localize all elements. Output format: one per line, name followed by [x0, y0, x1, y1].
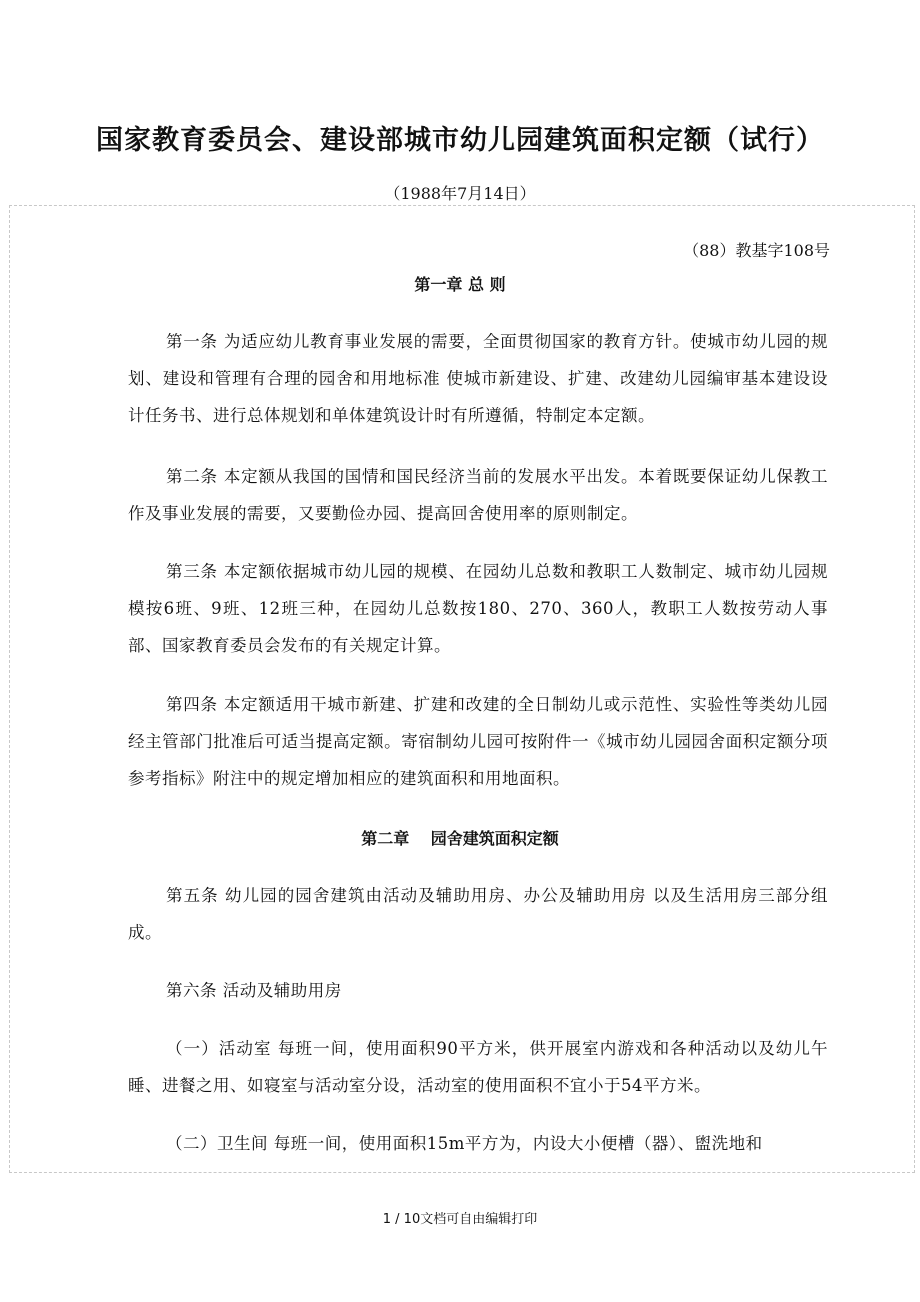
article-3-paragraph: 第三条 本定额依据城市幼儿园的规模、在园幼儿总数和教职工人数制定、城市幼儿园规模按6班、9班、12班三种，在园幼儿总数按180、270、360人，教职工人数按劳动人事部、国家教育委员会发布的有关规定计算。 — [128, 562, 828, 655]
page-footer: 1 / 10文档可自由编辑打印 — [382, 1212, 538, 1227]
article-6-item-1: （一）活动室 每班一间，使用面积90平方米，供开展室内游戏和各种活动以及幼儿午睡、进餐之用、如寝室与活动室分设，活动室的使用面积不宜小于54平方米。 — [128, 1039, 828, 1095]
document-date: （1988年7月14日） — [384, 184, 536, 203]
chapter-heading-2: 第二章 园舍建筑面积定额 — [361, 829, 559, 848]
article-5-paragraph: 第五条 幼儿园的园舍建筑由活动及辅助用房、办公及辅助用房 以及生活用房三部分组成。 — [128, 886, 828, 942]
document-number: （88）教基字108号 — [683, 241, 830, 260]
document-title: 国家教育委员会、建设部城市幼儿园建筑面积定额（试行） — [96, 125, 824, 156]
article-4-paragraph: 第四条 本定额适用干城市新建、扩建和改建的全日制幼儿或示范性、实验性等类幼儿园经主管部门批准后可适当提高定额。寄宿制幼儿园可按附件一《城市幼儿园园舍面积定额分项参考指标》附注中的规定增加相应的建筑面积和用地面积。 — [128, 695, 828, 788]
chapter-heading-1: 第一章 总 则 — [414, 275, 506, 294]
article-6-item-2: （二）卫生间 每班一间，使用面积15m平方为，内设大小便槽（器）、盥洗地和 — [166, 1134, 763, 1153]
article-6-heading: 第六条 活动及辅助用房 — [166, 981, 342, 1000]
article-2-paragraph: 第二条 本定额从我国的国情和国民经济当前的发展水平出发。本着既要保证幼儿保教工作及事业发展的需要，又要勤俭办园、提高回舍使用率的原则制定。 — [128, 467, 828, 523]
article-1-paragraph: 第一条 为适应幼儿教育事业发展的需要，全面贯彻国家的教育方针。使城市幼儿园的规划、建设和管理有合理的园舍和用地标准 使城市新建设、扩建、改建幼儿园编审基本建设设计任务书、进行总体规划和单体建筑设计时有所遵循，特制定本定额。 — [128, 332, 828, 425]
